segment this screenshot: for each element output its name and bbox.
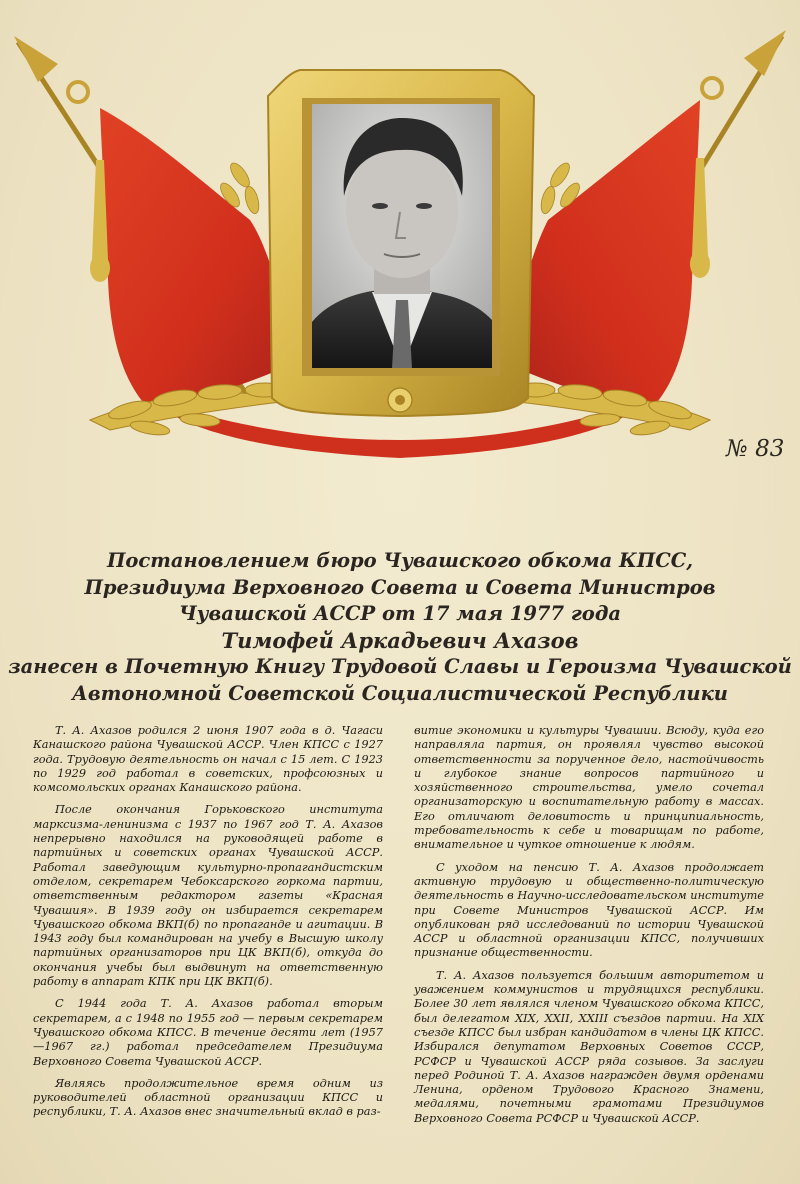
resolution-heading [0, 548, 800, 707]
biography-paragraph: витие экономики и культуры Чувашии. Всюду, куда его направляла партия, он проявлял чувство высокой ответственности за порученное дело, настойчивость и глубокое знание вопросов партийного и хозяйственного строительства, умело сочетал организаторскую и воспитательную работу в массах. Его отличают деловитость и принципиальность, требовательность к себе и товарищам по работе, внимательное и чуткое отношение к людям. [414, 724, 764, 852]
biography-paragraph: Являясь продолжительное время одним из руководителей областной организации КПСС и республики, Т. А. Ахазов внес значительный вклад в раз- [33, 1076, 383, 1119]
biography-paragraph: С 1944 года Т. А. Ахазов работал вторым секретарем, а с 1948 по 1955 год — первым секретарем Чувашского обкома КПСС. В течение десяти лет (1957—1967 гг.) работал председателем Президиума Верховного Совета Чувашской АССР. [33, 997, 383, 1068]
heading-line-5: занесен в Почетную Книгу Трудовой Славы и Героизма Чувашской [8, 655, 792, 678]
biography-paragraph: Т. А. Ахазов пользуется большим авторитетом и уважением коммунистов и трудящихся республики. Более 30 лет являлся членом Чувашского обкома КПСС, был делегатом XIX, XXII, XXIII съездов партии. На XIX съезде КПСС был избран кандидатом в члены ЦК КПСС. Избирался депутатом Верховных Советов СССР, РСФСР и Чувашской АССР ряда созывов. За заслуги перед Родиной Т. А. Ахазов награжден двумя орденами Ленина, орденом Трудового Красного Знамени, медалями, почетными грамотами Президиумов Верховного Совета РСФСР и Чувашской АССР. [414, 968, 764, 1125]
biography-left-column [33, 724, 383, 1128]
biography-right-column [414, 724, 764, 1134]
banner-emblem [0, 0, 800, 480]
biography-paragraph: С уходом на пенсию Т. А. Ахазов продолжает активную трудовую и общественно-политическую деятельность в Научно-исследовательском институте при Совете Министров Чувашской АССР. Им опубликован ряд исследований по истории Чувашской АССР и областной организации КПСС, получивших признание общественности. [414, 860, 764, 960]
heading-line-3: Чувашской АССР от 17 мая 1977 года [178, 602, 622, 625]
heading-line-6: Автономной Советской Социалистической Республики [72, 681, 728, 705]
honoree-name: Тимофей Аркадьевич Ахазов [221, 627, 579, 653]
heading-line-2: Президиума Верховного Совета и Совета Министров [84, 575, 716, 599]
heading-line-1: Постановлением бюро Чувашского обкома КПСС, [106, 549, 694, 572]
biography-paragraph: Т. А. Ахазов родился 2 июня 1907 года в д. Чагаси Канашского района Чувашской АССР. Член КПСС с 1927 года. Трудовую деятельность он начал с 15 лет. С 1923 по 1929 год работал в советских, профсоюзных и комсомольских органах Канашского района. [33, 724, 383, 795]
document-number: № 83 [726, 436, 785, 462]
portrait-photo [312, 104, 492, 368]
biography-paragraph: После окончания Горьковского института марксизма-ленинизма с 1937 по 1967 год Т. А. Ахазов непрерывно находился на руководящей работе в партийных и советских органах Чувашской АССР. Работал заведующим культурно-пропагандистским отделом, секретарем Чебоксарского горкома партии, ответственным редактором газеты «Красная Чувашия». В 1939 году он избирается секретарем Чувашского обкома ВКП(б) по пропаганде и агитации. В 1943 году был командирован на учебу в Высшую школу партийных организаторов при ЦК ВКП(б), откуда до окончания учебы был выдвинут на ответственную работу в аппарат КПК при ЦК ВКП(б). [33, 803, 383, 989]
